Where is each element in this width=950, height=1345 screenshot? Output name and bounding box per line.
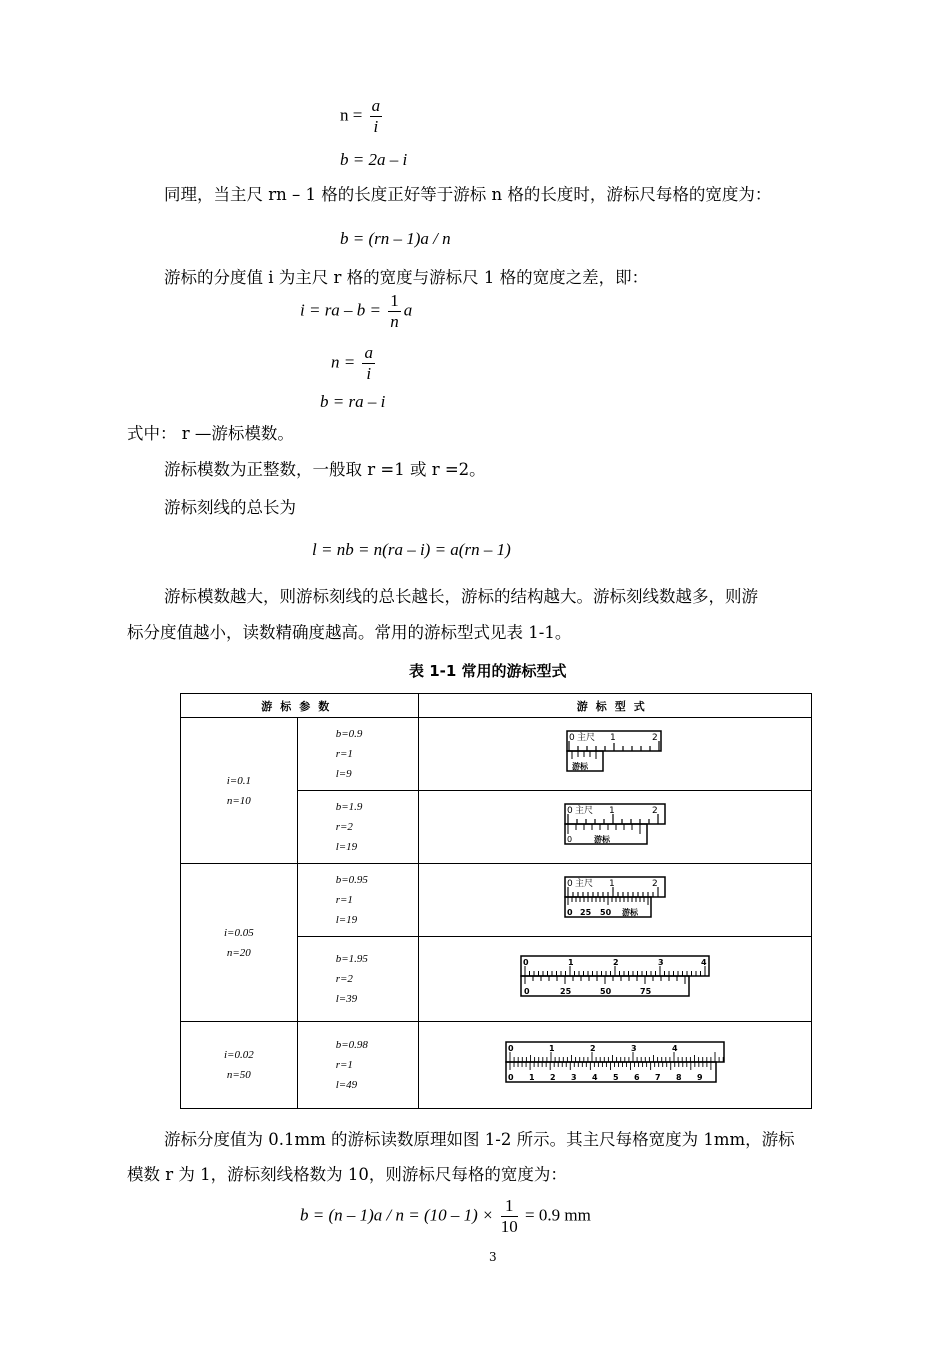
svg-text:2: 2 bbox=[651, 805, 658, 816]
row-params: b=0.95 r=1 l=19 bbox=[297, 864, 418, 937]
svg-text:0: 0 bbox=[522, 957, 529, 967]
svg-text:25: 25 bbox=[579, 907, 591, 917]
scale-label: 0 bbox=[568, 732, 575, 743]
row-params: b=0.9 r=1 l=9 bbox=[297, 718, 418, 791]
equation-b: b = ra – i bbox=[320, 392, 386, 411]
vernier-figure bbox=[418, 864, 811, 937]
page-number: 3 bbox=[489, 1250, 497, 1264]
svg-text:游标: 游标 bbox=[621, 907, 638, 917]
svg-text:主尺: 主尺 bbox=[574, 805, 593, 816]
svg-text:4: 4 bbox=[700, 957, 707, 967]
svg-text:0: 0 bbox=[566, 834, 572, 844]
main-scale-label: 主尺 bbox=[576, 732, 595, 743]
equation-n: n = $\frac{a}{i}$ bbox=[331, 343, 373, 383]
group-params: i=0.02 n=50 bbox=[181, 1022, 298, 1109]
row-params: b=1.9 r=2 l=19 bbox=[297, 791, 418, 864]
vernier-figure bbox=[418, 718, 811, 791]
svg-text:0: 0 bbox=[566, 805, 573, 816]
svg-text:75: 75 bbox=[639, 986, 651, 996]
svg-text:2: 2 bbox=[549, 1072, 556, 1082]
vernier-figure bbox=[418, 937, 811, 1022]
svg-text:0: 0 bbox=[566, 878, 573, 889]
svg-text:3: 3 bbox=[630, 1043, 637, 1053]
group-params: i=0.05 n=20 bbox=[181, 864, 298, 1022]
group-params: i=0.1 n=10 bbox=[181, 718, 298, 864]
svg-text:2: 2 bbox=[651, 878, 658, 889]
svg-text:8: 8 bbox=[675, 1072, 682, 1082]
equation-b-general: b = (rn – 1)a / n bbox=[340, 229, 451, 248]
svg-text:主尺: 主尺 bbox=[574, 878, 593, 889]
equation-l: l = nb = n(ra – i) = a(rn – 1) bbox=[312, 540, 511, 559]
svg-text:2: 2 bbox=[612, 957, 619, 967]
vernier-label: 游标 bbox=[571, 761, 588, 771]
svg-text:3: 3 bbox=[570, 1072, 577, 1082]
svg-text:4: 4 bbox=[671, 1043, 678, 1053]
svg-text:1: 1 bbox=[567, 957, 574, 967]
svg-text:50: 50 bbox=[599, 907, 611, 917]
svg-text:9: 9 bbox=[696, 1072, 703, 1082]
svg-text:50: 50 bbox=[599, 986, 611, 996]
svg-text:0: 0 bbox=[566, 907, 573, 917]
vernier-figure bbox=[418, 791, 811, 864]
equation-n: n = $\frac{a}{i}$ bbox=[340, 96, 381, 136]
svg-text:7: 7 bbox=[654, 1072, 661, 1082]
svg-text:2: 2 bbox=[651, 732, 658, 743]
table-caption: 表 1-1 常用的游标型式 bbox=[409, 662, 567, 680]
equation-i: i = ra – b = $\frac{1}{n}$ a bbox=[300, 291, 413, 331]
paragraph: 游标分度值为 0.1mm 的游标读数原理如图 1-2 所示。其主尺每格宽度为 1mm，游标 bbox=[164, 1130, 795, 1149]
svg-text:4: 4 bbox=[591, 1072, 598, 1082]
equation-b-example: b = (n – 1)a / n = (10 – 1) × $\frac{1}{10}$ = 0.9 mm bbox=[300, 1196, 591, 1236]
paragraph: 游标模数为正整数，一般取 r =1 或 r =2。 bbox=[164, 460, 486, 479]
svg-text:游标: 游标 bbox=[593, 834, 610, 844]
svg-text:0: 0 bbox=[507, 1072, 514, 1082]
paragraph: 标分度值越小，读数精确度越高。常用的游标型式见表 1-1。 bbox=[127, 623, 572, 642]
row-params: b=1.95 r=2 l=39 bbox=[297, 937, 418, 1022]
svg-text:1: 1 bbox=[608, 805, 615, 816]
svg-text:1: 1 bbox=[528, 1072, 535, 1082]
paragraph: 模数 r 为 1，游标刻线格数为 10，则游标尺每格的宽度为： bbox=[127, 1165, 567, 1184]
paragraph: 游标刻线的总长为 bbox=[164, 498, 296, 517]
svg-text:6: 6 bbox=[633, 1072, 640, 1082]
svg-text:0: 0 bbox=[507, 1043, 514, 1053]
paragraph: 游标模数越大，则游标刻线的总长越长，游标的结构越大。游标刻线数越多，则游 bbox=[164, 587, 758, 606]
svg-text:1: 1 bbox=[548, 1043, 555, 1053]
svg-text:5: 5 bbox=[612, 1072, 619, 1082]
paragraph: 同理，当主尺 rn – 1 格的长度正好等于游标 n 格的长度时，游标尺每格的宽度为： bbox=[164, 185, 772, 204]
equation-b: b = 2a – i bbox=[340, 150, 408, 169]
svg-text:0: 0 bbox=[523, 986, 530, 996]
svg-text:25: 25 bbox=[559, 986, 571, 996]
svg-text:1: 1 bbox=[608, 878, 615, 889]
header-form: 游标型式 bbox=[418, 694, 811, 718]
vernier-figure bbox=[418, 1022, 811, 1109]
paragraph: 游标的分度值 i 为主尺 r 格的宽度与游标尺 1 格的宽度之差，即： bbox=[164, 268, 649, 287]
row-params: b=0.98 r=1 l=49 bbox=[297, 1022, 418, 1109]
paragraph: 式中： r —游标模数。 bbox=[127, 424, 294, 443]
vernier-table bbox=[180, 693, 812, 1109]
svg-text:1: 1 bbox=[609, 732, 616, 743]
header-params: 游标参数 bbox=[181, 694, 419, 718]
svg-text:2: 2 bbox=[589, 1043, 596, 1053]
svg-text:3: 3 bbox=[657, 957, 664, 967]
